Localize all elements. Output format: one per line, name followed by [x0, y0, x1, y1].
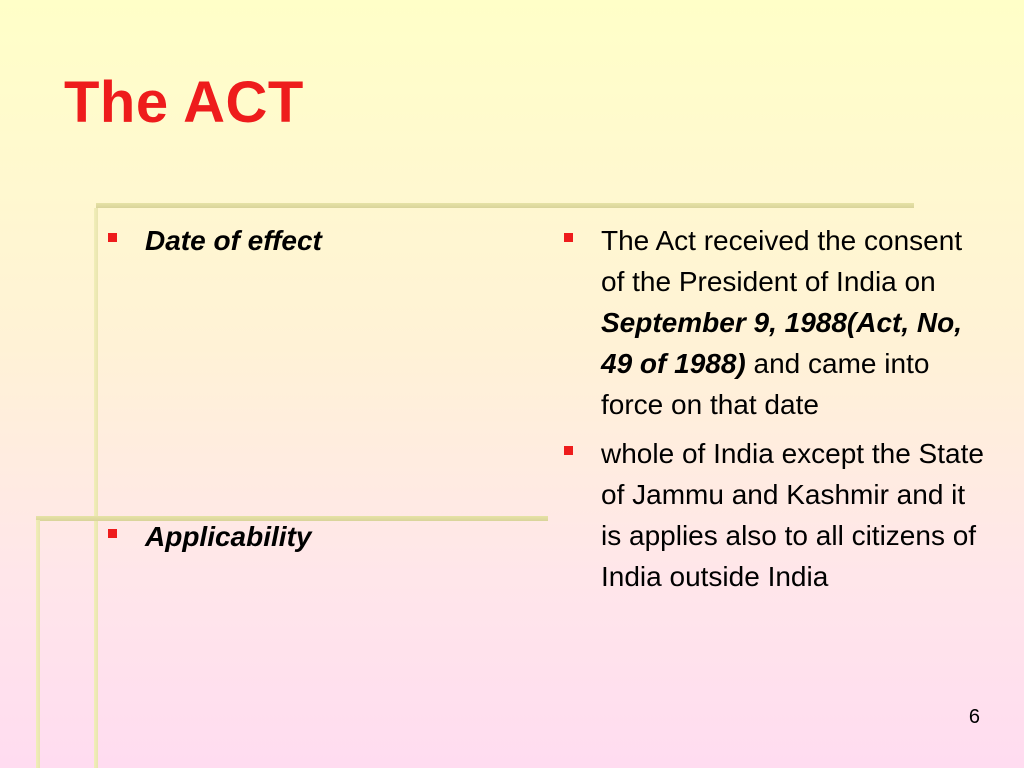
applicability-text: whole of India except the State of Jammu and Kashmir and it is applies also to all citizens of India outside India	[601, 438, 984, 592]
date-of-effect-label: Date of effect	[145, 225, 322, 256]
bullet-square-icon	[108, 233, 117, 242]
bullet-square-icon	[564, 446, 573, 455]
frame-outer-left-line	[36, 520, 40, 768]
description-list	[556, 220, 986, 597]
label-list-date	[100, 220, 520, 261]
frame-left-line	[94, 208, 98, 768]
list-item	[100, 516, 520, 557]
date-of-effect-text-before: The Act received the consent of the President of India on	[601, 225, 963, 297]
list-item	[556, 220, 986, 425]
frame-top-line	[96, 203, 914, 208]
label-list-applicability	[100, 516, 520, 557]
page-number: 6	[968, 706, 980, 728]
act-date-emphasis: September 9, 1988(Act, No, 49 of 1988)	[601, 307, 963, 379]
applicability-label: Applicability	[145, 521, 312, 552]
bullet-square-icon	[108, 529, 117, 538]
date-of-effect-text-after: and came into force on that date	[601, 348, 930, 420]
list-item	[100, 220, 520, 261]
bullet-square-icon	[564, 233, 573, 242]
list-item	[556, 433, 986, 597]
slide-title: The ACT	[64, 70, 304, 135]
